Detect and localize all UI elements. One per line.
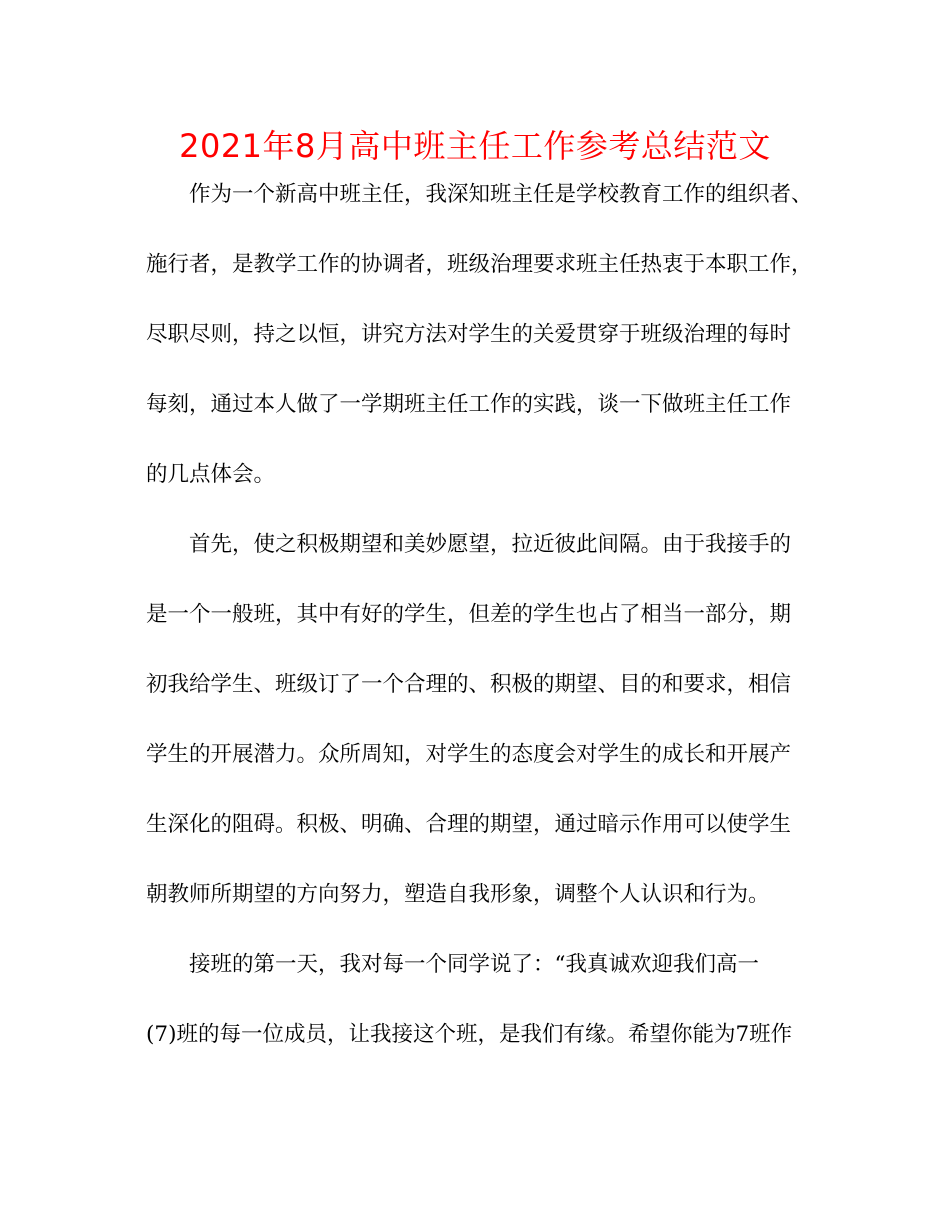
paragraph-line: 施行者，是教学工作的协调者，班级治理要求班主任热衷于本职工作，: [146, 252, 813, 277]
paragraph-line: 初我给学生、班级订了一个合理的、积极的期望、目的和要求，相信: [146, 672, 792, 697]
paragraph-line: 学生的开展潜力。众所周知，对学生的态度会对学生的成长和开展产: [146, 742, 792, 767]
paragraph-line: 首先，使之积极期望和美妙愿望，拉近彼此间隔。由于我接手的: [189, 532, 792, 557]
paragraph-line: 生深化的阻碍。积极、明确、合理的期望，通过暗示作用可以使学生: [146, 812, 792, 837]
paragraph-line: 朝教师所期望的方向努力，塑造自我形象，调整个人认识和行为。: [146, 882, 770, 907]
paragraph-line: 是一个一般班，其中有好的学生，但差的学生也占了相当一部分，期: [146, 602, 792, 627]
paragraph-line: 接班的第一天，我对每一个同学说了：“我真诚欢迎我们高一: [189, 952, 759, 977]
paragraph-line: (7)班的每一位成员，让我接这个班，是我们有缘。希望你能为7班作: [146, 1022, 793, 1047]
paragraph-line: 的几点体会。: [146, 462, 276, 487]
paragraph-line: 尽职尽则，持之以恒，讲究方法对学生的关爱贯穿于班级治理的每时: [146, 322, 792, 347]
paragraph-line: 作为一个新高中班主任，我深知班主任是学校教育工作的组织者、: [189, 182, 813, 207]
paragraph-line: 每刻，通过本人做了一学期班主任工作的实践，谈一下做班主任工作: [146, 392, 792, 417]
document-title: 2021年8月高中班主任工作参考总结范文: [179, 127, 771, 165]
